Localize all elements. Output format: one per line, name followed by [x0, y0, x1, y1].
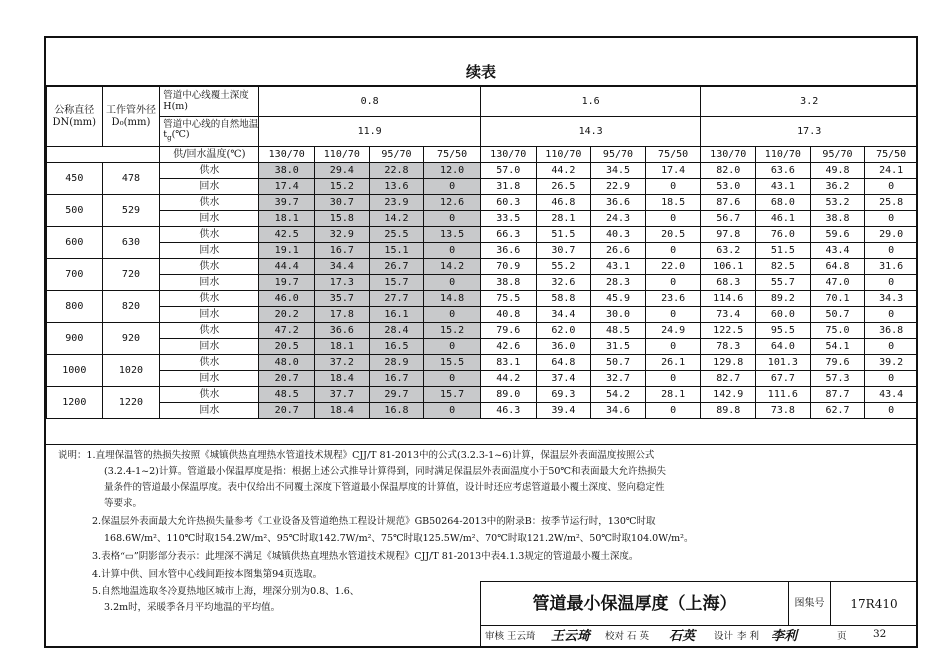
value-cell: 13.6	[369, 179, 424, 195]
value-cell: 29.4	[315, 163, 370, 179]
value-cell: 0	[424, 339, 481, 355]
value-cell: 64.0	[756, 339, 811, 355]
value-cell: 0	[865, 339, 918, 355]
value-cell: 67.7	[756, 371, 811, 387]
value-cell: 42.6	[480, 339, 536, 355]
value-cell: 34.4	[536, 307, 591, 323]
outer-diameter-cell: 920	[102, 323, 160, 355]
value-cell: 0	[424, 243, 481, 259]
value-cell: 53.2	[810, 195, 865, 211]
reviewer-name: 王云琦	[507, 631, 536, 642]
supply-label-cell: 供水	[160, 291, 259, 307]
value-cell: 26.7	[369, 259, 424, 275]
value-cell: 54.1	[810, 339, 865, 355]
table-row	[47, 227, 918, 243]
value-cell: 46.0	[259, 291, 315, 307]
table-row	[47, 259, 918, 275]
value-cell: 0	[424, 179, 481, 195]
value-cell: 111.6	[756, 387, 811, 403]
value-cell: 22.0	[645, 259, 701, 275]
value-cell: 50.7	[810, 307, 865, 323]
value-cell: 0	[865, 371, 918, 387]
return-label-cell: 回水	[160, 339, 259, 355]
value-cell: 15.7	[424, 387, 481, 403]
value-cell: 0	[645, 307, 701, 323]
value-cell: 47.2	[259, 323, 315, 339]
value-cell: 20.5	[645, 227, 701, 243]
value-cell: 28.9	[369, 355, 424, 371]
supply-label-cell: 供水	[160, 355, 259, 371]
designer-signature: 李利	[771, 629, 798, 644]
check-label: 校对	[605, 631, 625, 642]
value-cell: 0	[424, 275, 481, 291]
value-cell: 31.8	[480, 179, 536, 195]
nominal-diameter-cell: 450	[47, 163, 103, 195]
value-cell: 31.5	[591, 339, 646, 355]
checker-signature: 石英	[669, 629, 696, 644]
outer-diameter-cell: 529	[102, 195, 160, 227]
value-cell: 97.8	[701, 227, 756, 243]
table-row	[47, 275, 918, 291]
value-cell: 44.2	[536, 163, 591, 179]
value-cell: 37.4	[536, 371, 591, 387]
nominal-diameter-cell: 1200	[47, 387, 103, 419]
header-temp-pair: 95/70	[591, 147, 646, 163]
table-row	[47, 355, 918, 371]
value-cell: 15.5	[424, 355, 481, 371]
value-cell: 29.0	[865, 227, 918, 243]
value-cell: 0	[865, 179, 918, 195]
value-cell: 66.3	[480, 227, 536, 243]
table-row	[47, 339, 918, 355]
value-cell: 31.6	[865, 259, 918, 275]
value-cell: 25.8	[865, 195, 918, 211]
value-cell: 0	[645, 179, 701, 195]
value-cell: 47.0	[810, 275, 865, 291]
header-temp-pair: 110/70	[536, 147, 591, 163]
supply-label-cell: 供水	[160, 163, 259, 179]
ground-temp-1-6: 14.3	[480, 117, 701, 147]
note-5-line-2: 3.2m时，采暖季各月平均地温的平均值。	[104, 602, 281, 613]
value-cell: 57.3	[810, 371, 865, 387]
header-temp-pair: 95/70	[810, 147, 865, 163]
value-cell: 0	[645, 371, 701, 387]
nominal-diameter-cell: 600	[47, 227, 103, 259]
header-blank	[47, 147, 160, 163]
table-row	[47, 179, 918, 195]
value-cell: 89.0	[480, 387, 536, 403]
value-cell: 89.8	[701, 403, 756, 419]
value-cell: 75.5	[480, 291, 536, 307]
value-cell: 46.3	[480, 403, 536, 419]
value-cell: 0	[645, 243, 701, 259]
outer-diameter-cell: 1220	[102, 387, 160, 419]
value-cell: 23.6	[645, 291, 701, 307]
value-cell: 18.1	[259, 211, 315, 227]
return-label-cell: 回水	[160, 211, 259, 227]
outer-diameter-cell: 820	[102, 291, 160, 323]
value-cell: 24.1	[865, 163, 918, 179]
value-cell: 29.7	[369, 387, 424, 403]
table-row	[47, 243, 918, 259]
value-cell: 35.7	[315, 291, 370, 307]
return-label-cell: 回水	[160, 243, 259, 259]
value-cell: 15.7	[369, 275, 424, 291]
value-cell: 48.0	[259, 355, 315, 371]
supply-label-cell: 供水	[160, 323, 259, 339]
value-cell: 0	[645, 403, 701, 419]
value-cell: 101.3	[756, 355, 811, 371]
header-temp-pair: 130/70	[701, 147, 756, 163]
value-cell: 32.7	[591, 371, 646, 387]
value-cell: 20.5	[259, 339, 315, 355]
value-cell: 20.7	[259, 403, 315, 419]
value-cell: 0	[424, 211, 481, 227]
value-cell: 36.2	[810, 179, 865, 195]
table-row	[47, 211, 918, 227]
value-cell: 64.8	[810, 259, 865, 275]
value-cell: 0	[865, 275, 918, 291]
value-cell: 106.1	[701, 259, 756, 275]
value-cell: 43.4	[865, 387, 918, 403]
value-cell: 18.5	[645, 195, 701, 211]
value-cell: 19.7	[259, 275, 315, 291]
value-cell: 30.7	[315, 195, 370, 211]
ground-temp-0-8: 11.9	[259, 117, 481, 147]
header-temp-pair: 110/70	[315, 147, 370, 163]
supply-label-cell: 供水	[160, 227, 259, 243]
note-3: 3.表格“▭”阴影部分表示：此埋深不满足《城镇供热直埋热水管道技术规程》CJJ/T 81-2013中表4.1.3规定的管道最小覆土深度。	[92, 551, 639, 562]
value-cell: 53.0	[701, 179, 756, 195]
outer-diameter-cell: 720	[102, 259, 160, 291]
value-cell: 16.5	[369, 339, 424, 355]
value-cell: 37.2	[315, 355, 370, 371]
value-cell: 58.8	[536, 291, 591, 307]
value-cell: 14.2	[369, 211, 424, 227]
value-cell: 42.5	[259, 227, 315, 243]
header-temp-pair: 130/70	[259, 147, 315, 163]
value-cell: 26.6	[591, 243, 646, 259]
value-cell: 82.0	[701, 163, 756, 179]
value-cell: 28.3	[591, 275, 646, 291]
value-cell: 16.7	[315, 243, 370, 259]
value-cell: 56.7	[701, 211, 756, 227]
drawing-name: 管道最小保温厚度（上海）	[481, 582, 789, 626]
value-cell: 18.4	[315, 403, 370, 419]
value-cell: 32.9	[315, 227, 370, 243]
value-cell: 0	[865, 403, 918, 419]
value-cell: 70.1	[810, 291, 865, 307]
value-cell: 55.2	[536, 259, 591, 275]
value-cell: 62.0	[536, 323, 591, 339]
page-label: 页	[837, 631, 847, 642]
value-cell: 46.8	[536, 195, 591, 211]
value-cell: 63.6	[756, 163, 811, 179]
header-temp-pair: 110/70	[756, 147, 811, 163]
value-cell: 76.0	[756, 227, 811, 243]
design-label: 设计	[714, 631, 734, 642]
outer-diameter-cell: 478	[102, 163, 160, 195]
header-temp-pair: 75/50	[424, 147, 481, 163]
review-label: 审核	[485, 631, 505, 642]
value-cell: 59.6	[810, 227, 865, 243]
table-row	[47, 387, 918, 403]
value-cell: 15.1	[369, 243, 424, 259]
value-cell: 28.1	[645, 387, 701, 403]
value-cell: 17.3	[315, 275, 370, 291]
value-cell: 64.8	[536, 355, 591, 371]
value-cell: 20.7	[259, 371, 315, 387]
value-cell: 44.4	[259, 259, 315, 275]
value-cell: 0	[865, 243, 918, 259]
value-cell: 79.6	[480, 323, 536, 339]
value-cell: 23.9	[369, 195, 424, 211]
value-cell: 14.8	[424, 291, 481, 307]
header-supply-return: 供/回水温度(℃)	[160, 147, 259, 163]
value-cell: 39.2	[865, 355, 918, 371]
value-cell: 37.7	[315, 387, 370, 403]
value-cell: 0	[645, 211, 701, 227]
value-cell: 22.8	[369, 163, 424, 179]
value-cell: 30.7	[536, 243, 591, 259]
nominal-diameter-cell: 800	[47, 291, 103, 323]
value-cell: 70.9	[480, 259, 536, 275]
value-cell: 34.6	[591, 403, 646, 419]
table-title: 续表	[465, 63, 496, 81]
value-cell: 68.3	[701, 275, 756, 291]
value-cell: 26.1	[645, 355, 701, 371]
table-row	[47, 291, 918, 307]
value-cell: 48.5	[259, 387, 315, 403]
nominal-diameter-cell: 900	[47, 323, 103, 355]
value-cell: 34.4	[315, 259, 370, 275]
value-cell: 43.1	[591, 259, 646, 275]
value-cell: 78.3	[701, 339, 756, 355]
value-cell: 0	[865, 307, 918, 323]
value-cell: 63.2	[701, 243, 756, 259]
value-cell: 57.0	[480, 163, 536, 179]
value-cell: 73.8	[756, 403, 811, 419]
header-nominal-diameter: 公称直径DN(mm)	[47, 87, 103, 147]
value-cell: 0	[645, 339, 701, 355]
nominal-diameter-cell: 500	[47, 195, 103, 227]
value-cell: 36.8	[865, 323, 918, 339]
header-burial-depth: 管道中心线覆土深度H(m)	[160, 87, 259, 117]
value-cell: 19.1	[259, 243, 315, 259]
value-cell: 0	[424, 403, 481, 419]
nominal-diameter-cell: 1000	[47, 355, 103, 387]
value-cell: 16.7	[369, 371, 424, 387]
value-cell: 36.0	[536, 339, 591, 355]
value-cell: 32.6	[536, 275, 591, 291]
value-cell: 87.7	[810, 387, 865, 403]
value-cell: 16.1	[369, 307, 424, 323]
value-cell: 0	[424, 307, 481, 323]
value-cell: 45.9	[591, 291, 646, 307]
return-label-cell: 回水	[160, 371, 259, 387]
value-cell: 129.8	[701, 355, 756, 371]
value-cell: 18.1	[315, 339, 370, 355]
value-cell: 34.5	[591, 163, 646, 179]
value-cell: 34.3	[865, 291, 918, 307]
ground-temp-3-2: 17.3	[701, 117, 918, 147]
value-cell: 142.9	[701, 387, 756, 403]
table-row	[47, 403, 918, 419]
value-cell: 43.4	[810, 243, 865, 259]
value-cell: 17.8	[315, 307, 370, 323]
note-5-line-1: 5.自然地温选取冬冷夏热地区城市上海，埋深分别为0.8、1.6、	[92, 586, 360, 597]
table-row	[47, 371, 918, 387]
value-cell: 73.4	[701, 307, 756, 323]
value-cell: 54.2	[591, 387, 646, 403]
table-title-area	[46, 38, 916, 86]
drawing-sheet	[44, 36, 918, 648]
value-cell: 89.2	[756, 291, 811, 307]
depth-3-2: 3.2	[701, 87, 918, 117]
value-cell: 14.2	[424, 259, 481, 275]
value-cell: 12.0	[424, 163, 481, 179]
value-cell: 48.5	[591, 323, 646, 339]
value-cell: 95.5	[756, 323, 811, 339]
value-cell: 0	[865, 211, 918, 227]
reviewer-signature: 王云琦	[551, 629, 591, 644]
value-cell: 28.1	[536, 211, 591, 227]
value-cell: 38.8	[810, 211, 865, 227]
header-outer-diameter: 工作管外径D₀(mm)	[102, 87, 160, 147]
value-cell: 38.8	[480, 275, 536, 291]
value-cell: 25.5	[369, 227, 424, 243]
value-cell: 24.3	[591, 211, 646, 227]
table-row	[47, 195, 918, 211]
value-cell: 15.8	[315, 211, 370, 227]
value-cell: 40.3	[591, 227, 646, 243]
title-block	[480, 581, 918, 648]
header-temp-pair: 75/50	[645, 147, 701, 163]
value-cell: 38.0	[259, 163, 315, 179]
value-cell: 50.7	[591, 355, 646, 371]
depth-1-6: 1.6	[480, 87, 701, 117]
value-cell: 13.5	[424, 227, 481, 243]
value-cell: 55.7	[756, 275, 811, 291]
value-cell: 36.6	[591, 195, 646, 211]
value-cell: 49.8	[810, 163, 865, 179]
header-ground-temp: 管道中心线的自然地温$t_g(℃)$	[160, 117, 259, 147]
signature-row	[481, 626, 917, 648]
value-cell: 79.6	[810, 355, 865, 371]
value-cell: 17.4	[645, 163, 701, 179]
value-cell: 122.5	[701, 323, 756, 339]
value-cell: 68.0	[756, 195, 811, 211]
value-cell: 33.5	[480, 211, 536, 227]
supply-label-cell: 供水	[160, 387, 259, 403]
value-cell: 22.9	[591, 179, 646, 195]
value-cell: 24.9	[645, 323, 701, 339]
value-cell: 83.1	[480, 355, 536, 371]
value-cell: 27.7	[369, 291, 424, 307]
value-cell: 26.5	[536, 179, 591, 195]
return-label-cell: 回水	[160, 179, 259, 195]
supply-label-cell: 供水	[160, 195, 259, 211]
value-cell: 39.4	[536, 403, 591, 419]
table-row	[47, 323, 918, 339]
note-1-line-2: (3.2.4-1~2)计算。管道最小保温厚度是指：根据上述公式推导计算得到，同时满足保温层外表面温度小于50℃和表面最大允许热损失	[104, 466, 667, 477]
page-number: 32	[873, 628, 887, 640]
note-1-line-3: 量条件的管道最小保温厚度。表中仅给出不同覆土深度下管道最小保温厚度的计算值，设计时还应考虑管道最小覆土深度、竖向稳定性	[104, 482, 665, 493]
checker-name: 石 英	[627, 631, 650, 642]
value-cell: 39.7	[259, 195, 315, 211]
note-4: 4.计算中供、回水管中心线间距按本图集第94页选取。	[92, 569, 323, 580]
value-cell: 30.0	[591, 307, 646, 323]
note-1-line-4: 等要求。	[104, 498, 143, 509]
value-cell: 15.2	[424, 323, 481, 339]
depth-0-8: 0.8	[259, 87, 481, 117]
value-cell: 0	[424, 371, 481, 387]
supply-label-cell: 供水	[160, 259, 259, 275]
table-row	[47, 163, 918, 179]
value-cell: 0	[645, 275, 701, 291]
value-cell: 36.6	[315, 323, 370, 339]
atlas-label: 图集号	[789, 582, 831, 626]
note-2-line-2: 168.6W/m²、110℃时取154.2W/m²、95℃时取142.7W/m²、75℃时取125.5W/m²、70℃时取121.2W/m²、50℃时取104.0W/m²。	[104, 533, 694, 544]
return-label-cell: 回水	[160, 403, 259, 419]
return-label-cell: 回水	[160, 275, 259, 291]
value-cell: 40.8	[480, 307, 536, 323]
table-row	[47, 307, 918, 323]
value-cell: 16.8	[369, 403, 424, 419]
outer-diameter-cell: 630	[102, 227, 160, 259]
notes-prefix: 说明：1.直埋保温管的热损失按照《城镇供热直埋热水管道技术规程》CJJ/T 81-2013中的公式(3.2.3-1~6)计算，保温层外表面温度按照公式	[58, 450, 655, 461]
designer-name: 李 利	[737, 631, 760, 642]
value-cell: 60.0	[756, 307, 811, 323]
atlas-number: 17R410	[831, 582, 917, 626]
value-cell: 62.7	[810, 403, 865, 419]
value-cell: 87.6	[701, 195, 756, 211]
value-cell: 15.2	[315, 179, 370, 195]
header-temp-pair: 75/50	[865, 147, 918, 163]
value-cell: 43.1	[756, 179, 811, 195]
value-cell: 36.6	[480, 243, 536, 259]
value-cell: 60.3	[480, 195, 536, 211]
value-cell: 28.4	[369, 323, 424, 339]
header-temp-pair: 130/70	[480, 147, 536, 163]
return-label-cell: 回水	[160, 307, 259, 323]
value-cell: 17.4	[259, 179, 315, 195]
value-cell: 51.5	[536, 227, 591, 243]
value-cell: 44.2	[480, 371, 536, 387]
value-cell: 82.7	[701, 371, 756, 387]
nominal-diameter-cell: 700	[47, 259, 103, 291]
value-cell: 114.6	[701, 291, 756, 307]
value-cell: 82.5	[756, 259, 811, 275]
value-cell: 75.0	[810, 323, 865, 339]
value-cell: 51.5	[756, 243, 811, 259]
value-cell: 18.4	[315, 371, 370, 387]
value-cell: 69.3	[536, 387, 591, 403]
insulation-thickness-table	[46, 86, 918, 419]
note-2-line-1: 2.保温层外表面最大允许热损失量参考《工业设备及管道绝热工程设计规范》GB50264-2013中的附录B：按季节运行时，130℃时取	[92, 516, 656, 527]
outer-diameter-cell: 1020	[102, 355, 160, 387]
header-temp-pair: 95/70	[369, 147, 424, 163]
value-cell: 20.2	[259, 307, 315, 323]
value-cell: 12.6	[424, 195, 481, 211]
value-cell: 46.1	[756, 211, 811, 227]
